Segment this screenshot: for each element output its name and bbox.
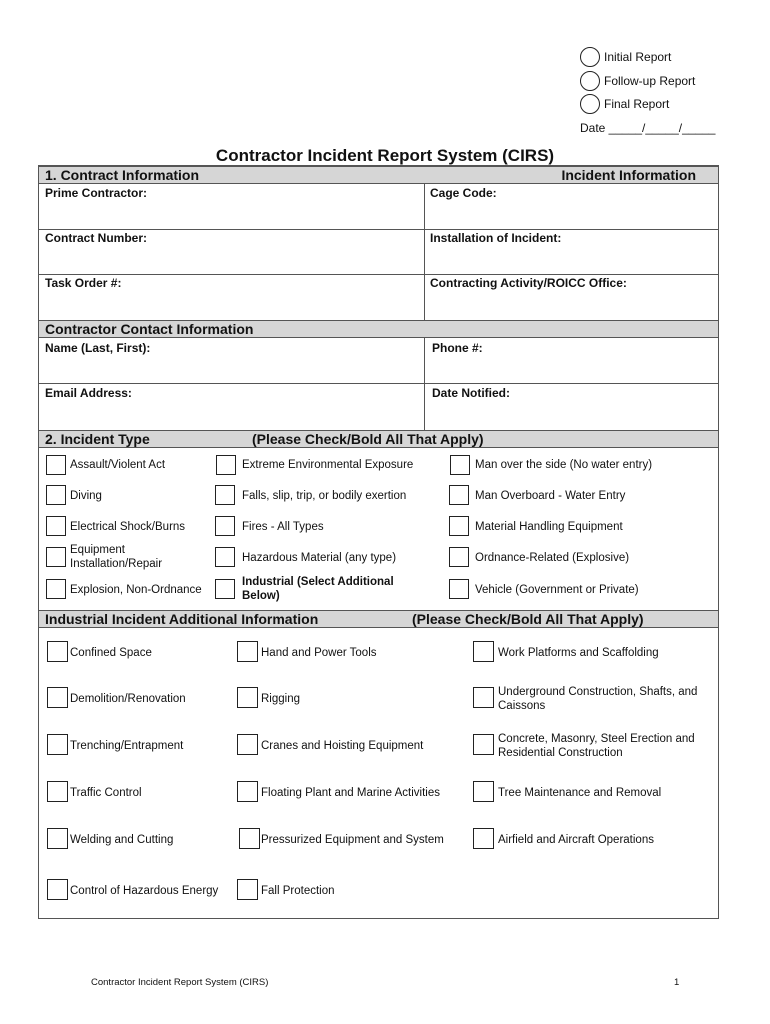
initial-report-label: Initial Report [604,50,672,64]
traffic-control-checkbox[interactable] [47,781,68,802]
underground-label: Underground Construction, Shafts, and Caissons [498,686,698,712]
final-report-label: Final Report [604,97,670,111]
concrete-label: Concrete, Masonry, Steel Erection and Residential Construction [498,733,695,759]
cranes-label: Cranes and Hoisting Equipment [261,740,424,752]
falls-checkbox[interactable] [215,485,235,505]
trenching-label: Trenching/Entrapment [70,740,184,752]
welding-label: Welding and Cutting [70,834,174,846]
fall-protection-checkbox[interactable] [237,879,258,900]
industrial-heading: Industrial Incident Additional Information [45,611,319,627]
falls-label: Falls, slip, trip, or bodily exertion [242,490,407,502]
contract-info-header [39,166,718,184]
phone-field[interactable]: Phone #: [432,341,483,355]
confined-space-checkbox[interactable] [47,641,68,662]
followup-report-label: Follow-up Report [604,74,696,88]
hazardous-material-checkbox[interactable] [215,547,235,567]
divider [39,274,718,275]
extreme-exposure-checkbox[interactable] [216,455,236,475]
contract-info-heading: 1. Contract Information [45,167,200,183]
rigging-label: Rigging [261,693,300,705]
work-platforms-label: Work Platforms and Scaffolding [498,647,659,659]
floating-plant-label: Floating Plant and Marine Activities [261,787,440,799]
extreme-exposure-label: Extreme Environmental Exposure [242,459,414,471]
fires-checkbox[interactable] [215,516,235,536]
page-number: 1 [674,977,680,988]
contact-info-heading: Contractor Contact Information [45,321,254,337]
fall-protection-label: Fall Protection [261,885,335,897]
assault-label: Assault/Violent Act [70,459,166,471]
equipment-install-checkbox[interactable] [46,547,66,567]
footer-title: Contractor Incident Report System (CIRS) [91,977,269,988]
industrial-checkbox[interactable] [215,579,235,599]
hazardous-energy-label: Control of Hazardous Energy [70,885,219,897]
followup-report-radio[interactable] [580,71,600,91]
incident-type-instruction: (Please Check/Bold All That Apply) [252,431,484,447]
initial-report-option[interactable] [580,46,671,68]
concrete-checkbox[interactable] [473,734,494,755]
demolition-label: Demolition/Renovation [70,693,186,705]
explosion-checkbox[interactable] [46,579,66,599]
welding-checkbox[interactable] [47,828,68,849]
hand-tools-checkbox[interactable] [237,641,258,662]
diving-checkbox[interactable] [46,485,66,505]
email-field[interactable]: Email Address: [45,386,132,400]
tree-maintenance-label: Tree Maintenance and Removal [498,787,662,799]
fires-label: Fires - All Types [242,521,324,533]
material-handling-checkbox[interactable] [449,516,469,536]
confined-space-label: Confined Space [70,647,152,659]
installation-field[interactable]: Installation of Incident: [430,231,562,245]
man-over-side-checkbox[interactable] [450,455,470,475]
floating-plant-checkbox[interactable] [237,781,258,802]
tree-maintenance-checkbox[interactable] [473,781,494,802]
man-overboard-checkbox[interactable] [449,485,469,505]
explosion-label: Explosion, Non-Ordnance [70,584,202,596]
final-report-option[interactable] [580,93,669,115]
incident-type-heading: 2. Incident Type [45,431,150,447]
ordnance-label: Ordnance-Related (Explosive) [475,552,630,564]
report-date-field[interactable]: Date _____/_____/_____ [580,121,716,135]
industrial-label: Industrial (Select Additional Below) [242,576,394,602]
contract-number-field[interactable]: Contract Number: [45,231,148,245]
airfield-label: Airfield and Aircraft Operations [498,834,654,846]
industrial-header [39,610,718,628]
contact-info-header [39,320,718,338]
divider [424,183,425,320]
hand-tools-label: Hand and Power Tools [261,647,377,659]
page-title: Contractor Incident Report System (CIRS) [215,146,555,165]
man-over-side-label: Man over the side (No water entry) [475,459,653,471]
prime-contractor-field[interactable]: Prime Contractor: [45,186,148,200]
contracting-activity-field[interactable]: Contracting Activity/ROICC Office: [430,276,627,290]
initial-report-radio[interactable] [580,47,600,67]
cranes-checkbox[interactable] [237,734,258,755]
airfield-checkbox[interactable] [473,828,494,849]
incident-info-heading: Incident Information [561,167,696,183]
material-handling-label: Material Handling Equipment [475,521,623,533]
pressurized-checkbox[interactable] [239,828,260,849]
contact-name-field[interactable]: Name (Last, First): [45,341,151,355]
date-notified-field[interactable]: Date Notified: [432,386,510,400]
equipment-install-label: Equipment Installation/Repair [70,544,163,570]
underground-checkbox[interactable] [473,687,494,708]
cage-code-field[interactable]: Cage Code: [430,186,497,200]
trenching-checkbox[interactable] [47,734,68,755]
assault-checkbox[interactable] [46,455,66,475]
vehicle-label: Vehicle (Government or Private) [475,584,639,596]
demolition-checkbox[interactable] [47,687,68,708]
divider [39,229,718,230]
ordnance-checkbox[interactable] [449,547,469,567]
electrical-checkbox[interactable] [46,516,66,536]
followup-report-option[interactable] [580,70,695,92]
rigging-checkbox[interactable] [237,687,258,708]
task-order-field[interactable]: Task Order #: [45,276,122,290]
work-platforms-checkbox[interactable] [473,641,494,662]
hazardous-energy-checkbox[interactable] [47,879,68,900]
industrial-instruction: (Please Check/Bold All That Apply) [412,611,644,627]
vehicle-checkbox[interactable] [449,579,469,599]
diving-label: Diving [70,490,102,502]
hazardous-material-label: Hazardous Material (any type) [242,552,397,564]
pressurized-label: Pressurized Equipment and System [261,834,444,846]
traffic-control-label: Traffic Control [70,787,142,799]
man-overboard-label: Man Overboard - Water Entry [475,490,626,502]
incident-form [38,165,719,919]
final-report-radio[interactable] [580,94,600,114]
divider [39,383,718,384]
incident-type-header [39,430,718,448]
electrical-label: Electrical Shock/Burns [70,521,186,533]
